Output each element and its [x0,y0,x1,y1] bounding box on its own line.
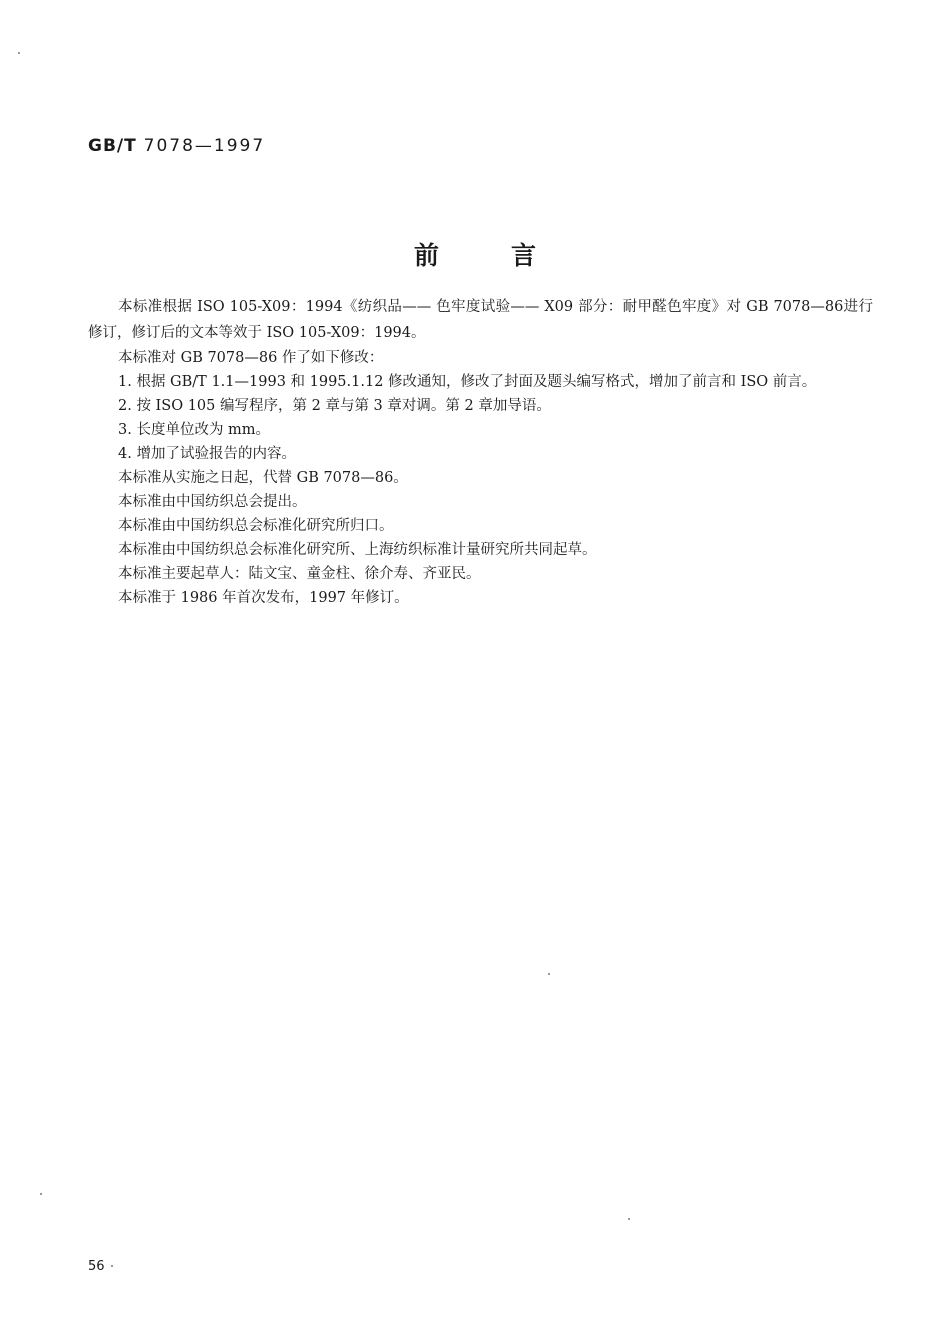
paragraph: 本标准由中国纺织总会提出。 [118,494,307,510]
paragraph: 本标准主要起草人：陆文宝、童金柱、徐介寿、齐亚民。 [118,566,481,582]
paragraph: 本标准对 GB 7078—86 作了如下修改： [118,350,384,366]
title-char-1: 前 [413,241,439,270]
scan-speck [40,1193,42,1195]
foreword-body [88,294,873,610]
page-title [0,236,950,272]
paragraph: 本标准由中国纺织总会标准化研究所、上海纺织标准计量研究所共同起草。 [118,542,597,558]
paragraph: 本标准根据 ISO 105-X09：1994《纺织品—— 色牢度试验—— X09 部分：耐甲醛色牢度》对 GB 7078—86进行修订，修订后的文本等效于 ISO 105-X09：1994。 [88,299,873,341]
standard-code-header [88,136,265,156]
scan-speck [628,1218,630,1220]
list-item: 3. 长度单位改为 mm。 [118,422,271,438]
scan-speck [548,973,550,975]
standard-number: 7078—1997 [143,136,266,156]
list-item: 4. 增加了试验报告的内容。 [118,446,296,462]
title-char-2: 言 [511,241,537,270]
scan-speck [18,52,20,54]
paragraph: 本标准由中国纺织总会标准化研究所归口。 [118,518,394,534]
standard-prefix: GB/T [88,136,137,156]
paragraph: 本标准从实施之日起，代替 GB 7078—86。 [118,470,408,486]
page-number: 56 [88,1259,105,1274]
list-item: 2. 按 ISO 105 编写程序，第 2 章与第 3 章对调。第 2 章加导语。 [118,398,551,414]
scan-speck [111,1265,113,1267]
list-item: 1. 根据 GB/T 1.1—1993 和 1995.1.12 修改通知，修改了封面及题头编写格式，增加了前言和 ISO 前言。 [118,374,817,390]
paragraph: 本标准于 1986 年首次发布，1997 年修订。 [118,590,409,606]
